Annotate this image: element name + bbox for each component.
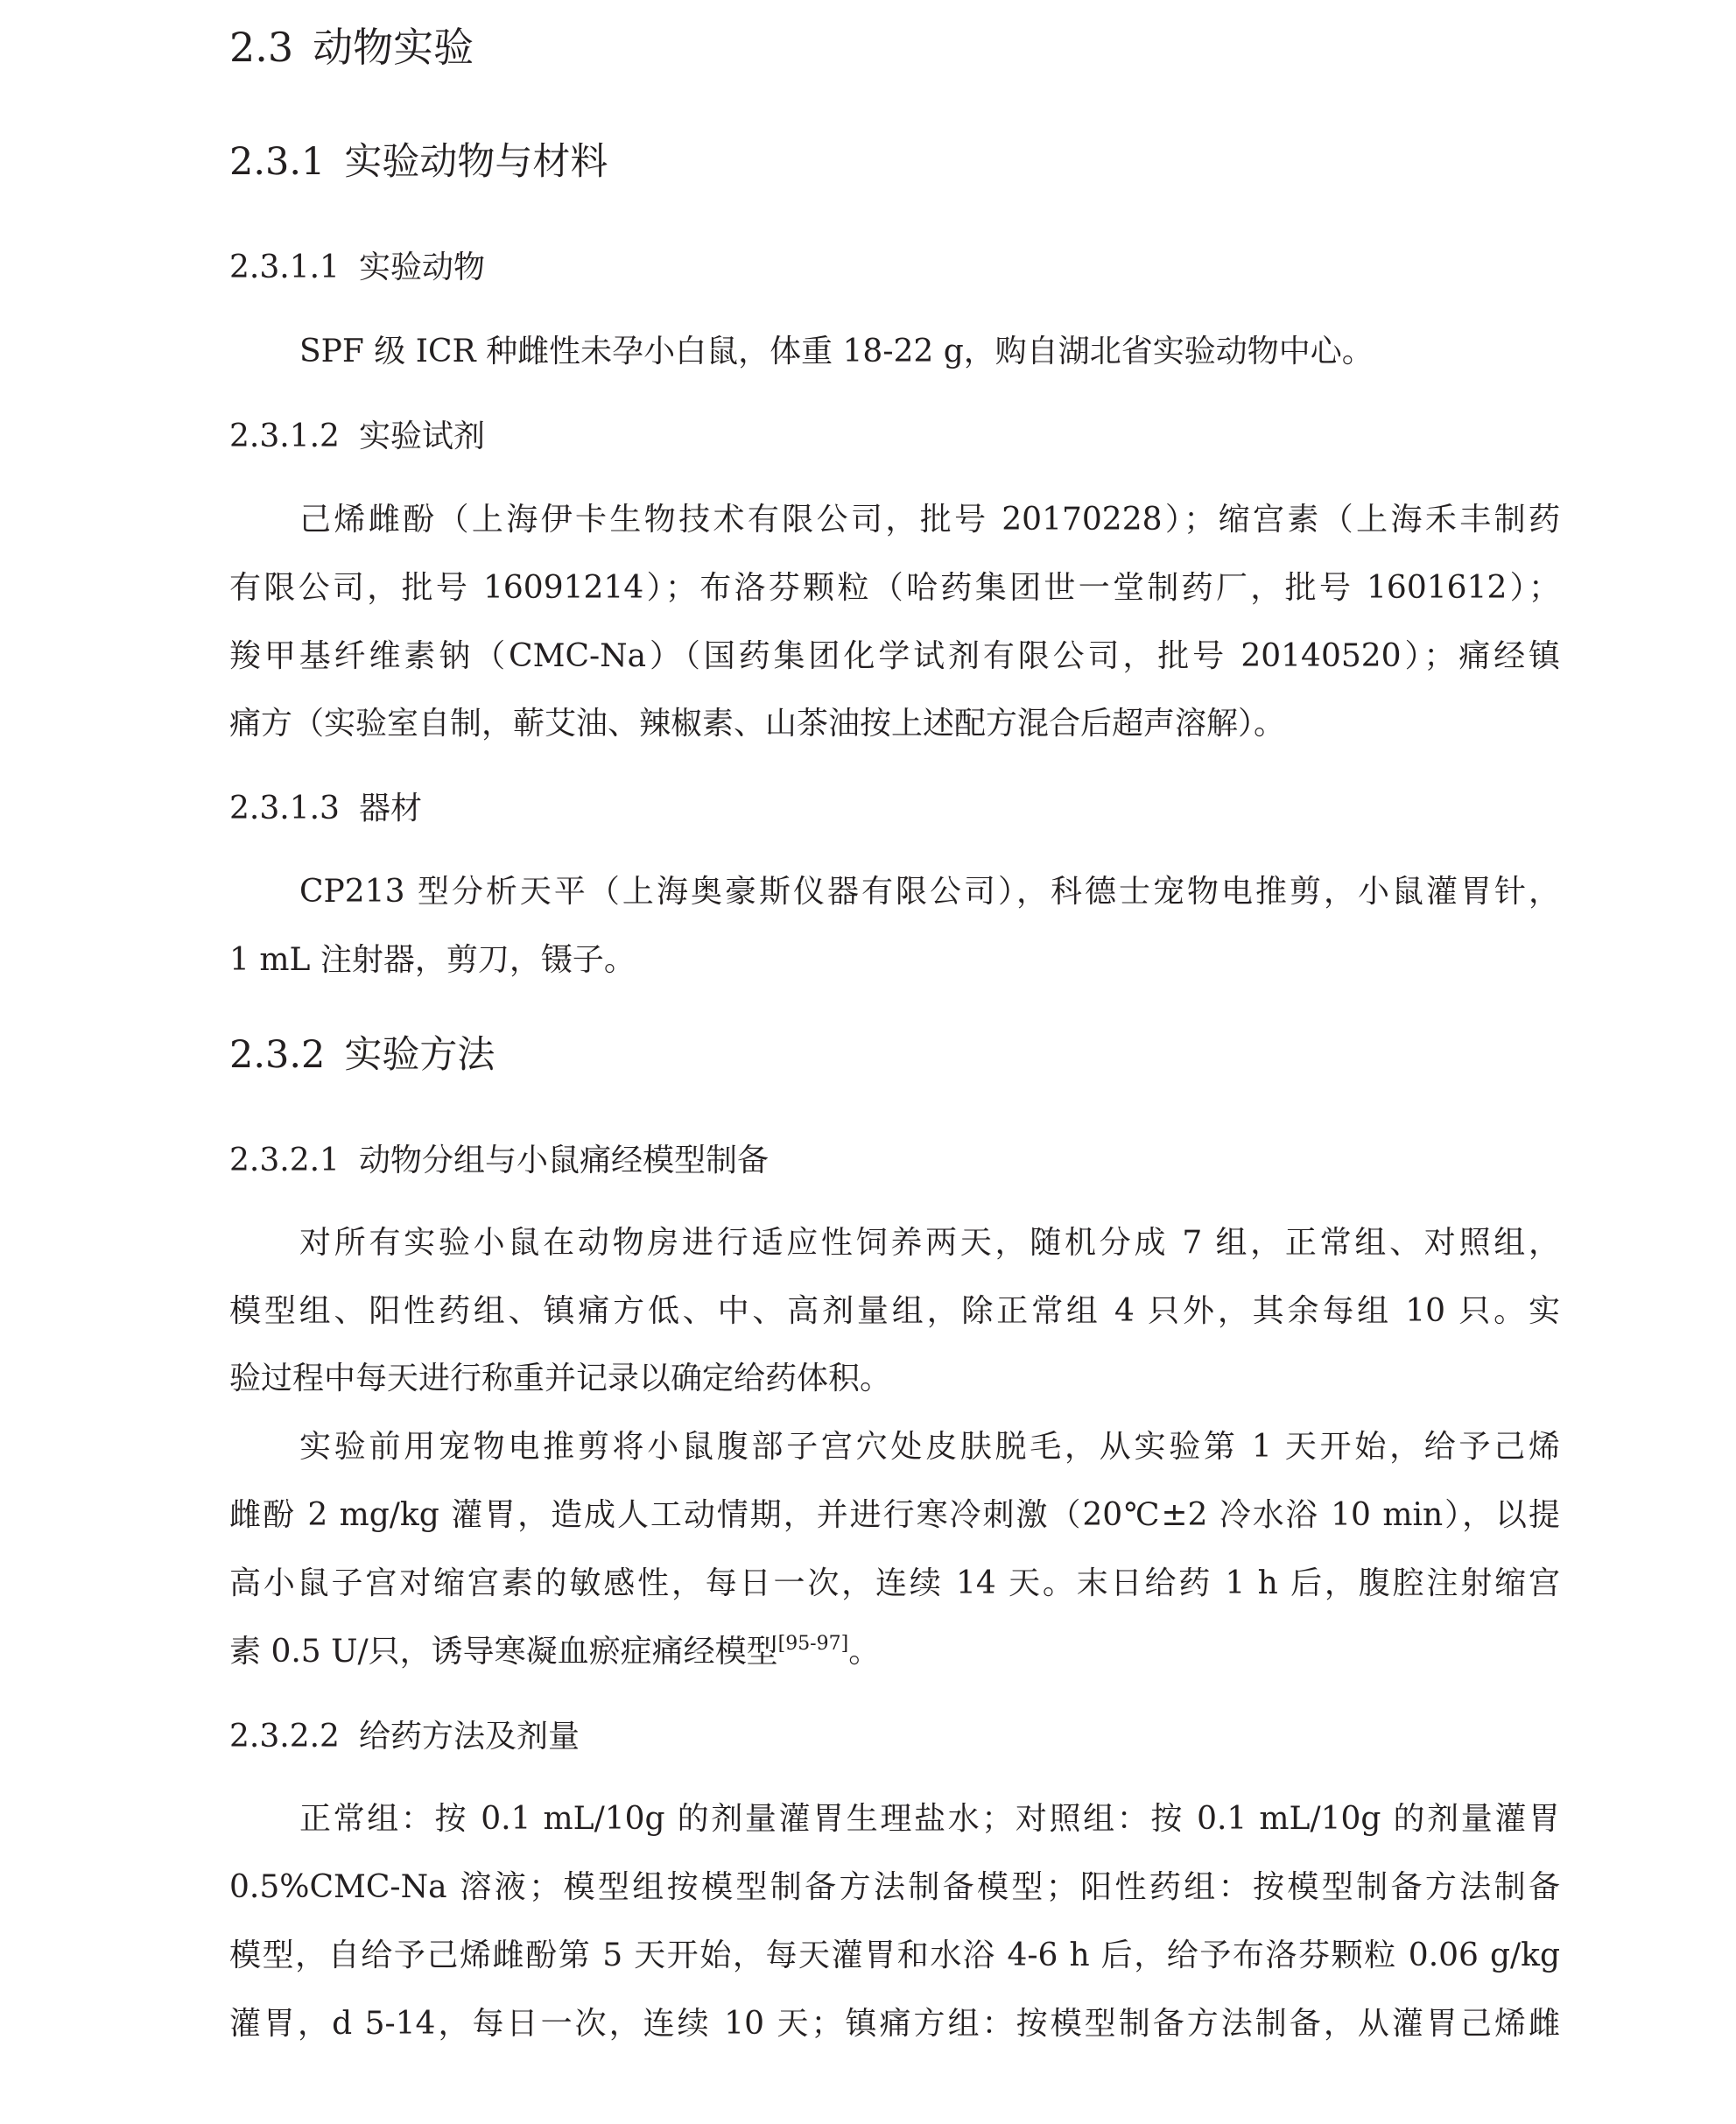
paragraph-line: 验过程中每天进行称重并记录以确定给药体积。 [229, 1361, 892, 1396]
paragraph-line: 羧甲基纤维素钠（CMC-Na）（国药集团化学试剂有限公司，批号 20140520）；痛经镇 [229, 638, 1560, 674]
paragraph-line: SPF 级 ICR 种雌性未孕小白鼠，体重 18-22 g，购自湖北省实验动物中心。 [299, 334, 1374, 369]
paragraph-line [229, 1632, 1560, 1672]
paragraph-line: 痛方（实验室自制，蕲艾油、辣椒素、山茶油按上述配方混合后超声溶解）。 [229, 706, 1286, 742]
paragraph-line: CP213 型分析天平（上海奥豪斯仪器有限公司），科德士宠物电推剪，小鼠灌胃针， [299, 874, 1560, 910]
section-number: 2.3 [229, 24, 294, 71]
paragraph-line: 对所有实验小鼠在动物房进行适应性饲养两天，随机分成 7 组，正常组、对照组， [299, 1225, 1560, 1261]
section-number: 2.3.2 [229, 1033, 326, 1077]
paragraph-line: 0.5%CMC-Na 溶液；模型组按模型制备方法制备模型；阳性药组：按模型制备方法制备 [229, 1869, 1560, 1905]
section-number: 2.3.1.3 [229, 791, 340, 826]
paragraph-text: 素 0.5 U/只，诱导寒凝血瘀症痛经模型 [229, 1634, 778, 1670]
section-heading-2-3-1 [229, 138, 608, 186]
paragraph-line: 有限公司，批号 16091214）；布洛芬颗粒（哈药集团世一堂制药厂，批号 1601612）； [229, 570, 1560, 606]
section-number: 2.3.1.1 [229, 250, 340, 285]
section-heading-2-3-1-1 [229, 248, 485, 288]
paragraph-line: 灌胃，d 5-14，每日一次，连续 10 天；镇痛方组：按模型制备方法制备，从灌胃己烯雌 [229, 2006, 1560, 2042]
section-title: 实验动物 [358, 250, 485, 285]
section-heading-2-3-1-2 [229, 417, 485, 457]
section-title: 实验方法 [344, 1033, 495, 1077]
section-heading-2-3-1-3 [229, 789, 422, 829]
paragraph-line: 模型组、阳性药组、镇痛方低、中、高剂量组，除正常组 4 只外，其余每组 10 只。实 [229, 1293, 1560, 1329]
section-heading-2-3-2-1 [229, 1141, 769, 1181]
paragraph-line: 己烯雌酚（上海伊卡生物技术有限公司，批号 20170228）；缩宫素（上海禾丰制药 [299, 502, 1560, 538]
paragraph-line: 雌酚 2 mg/kg 灌胃，造成人工动情期，并进行寒冷刺激（20℃±2 冷水浴 10 min），以提 [229, 1497, 1560, 1533]
section-number: 2.3.2.2 [229, 1719, 340, 1755]
section-number: 2.3.1.2 [229, 418, 340, 454]
paragraph-line: 高小鼠子宫对缩宫素的敏感性，每日一次，连续 14 天。末日给药 1 h 后，腹腔注射缩宫 [229, 1565, 1560, 1601]
section-title: 实验动物与材料 [344, 140, 608, 184]
section-heading-2-3-2-2 [229, 1717, 580, 1757]
paragraph-line: 1 mL 注射器，剪刀，镊子。 [229, 942, 636, 978]
section-title: 器材 [358, 791, 422, 826]
paragraph-line: 实验前用宠物电推剪将小鼠腹部子宫穴处皮肤脱毛，从实验第 1 天开始，给予己烯 [299, 1429, 1560, 1465]
section-heading-2-3 [229, 23, 474, 72]
citation-reference[interactable]: [95-97] [777, 1633, 849, 1655]
section-title: 动物分组与小鼠痛经模型制备 [358, 1143, 769, 1178]
paragraph-text: 。 [848, 1634, 881, 1670]
section-heading-2-3-2 [229, 1031, 495, 1079]
paragraph-line: 正常组：按 0.1 mL/10g 的剂量灌胃生理盐水；对照组：按 0.1 mL/10g 的剂量灌胃 [299, 1801, 1560, 1837]
section-number: 2.3.2.1 [229, 1143, 340, 1178]
section-title: 给药方法及剂量 [358, 1719, 580, 1755]
section-title: 动物实验 [313, 24, 474, 71]
section-title: 实验试剂 [358, 418, 485, 454]
paragraph-line: 模型，自给予己烯雌酚第 5 天开始，每天灌胃和水浴 4-6 h 后，给予布洛芬颗粒 0.06 g/kg [229, 1938, 1560, 1973]
section-number: 2.3.1 [229, 140, 326, 184]
